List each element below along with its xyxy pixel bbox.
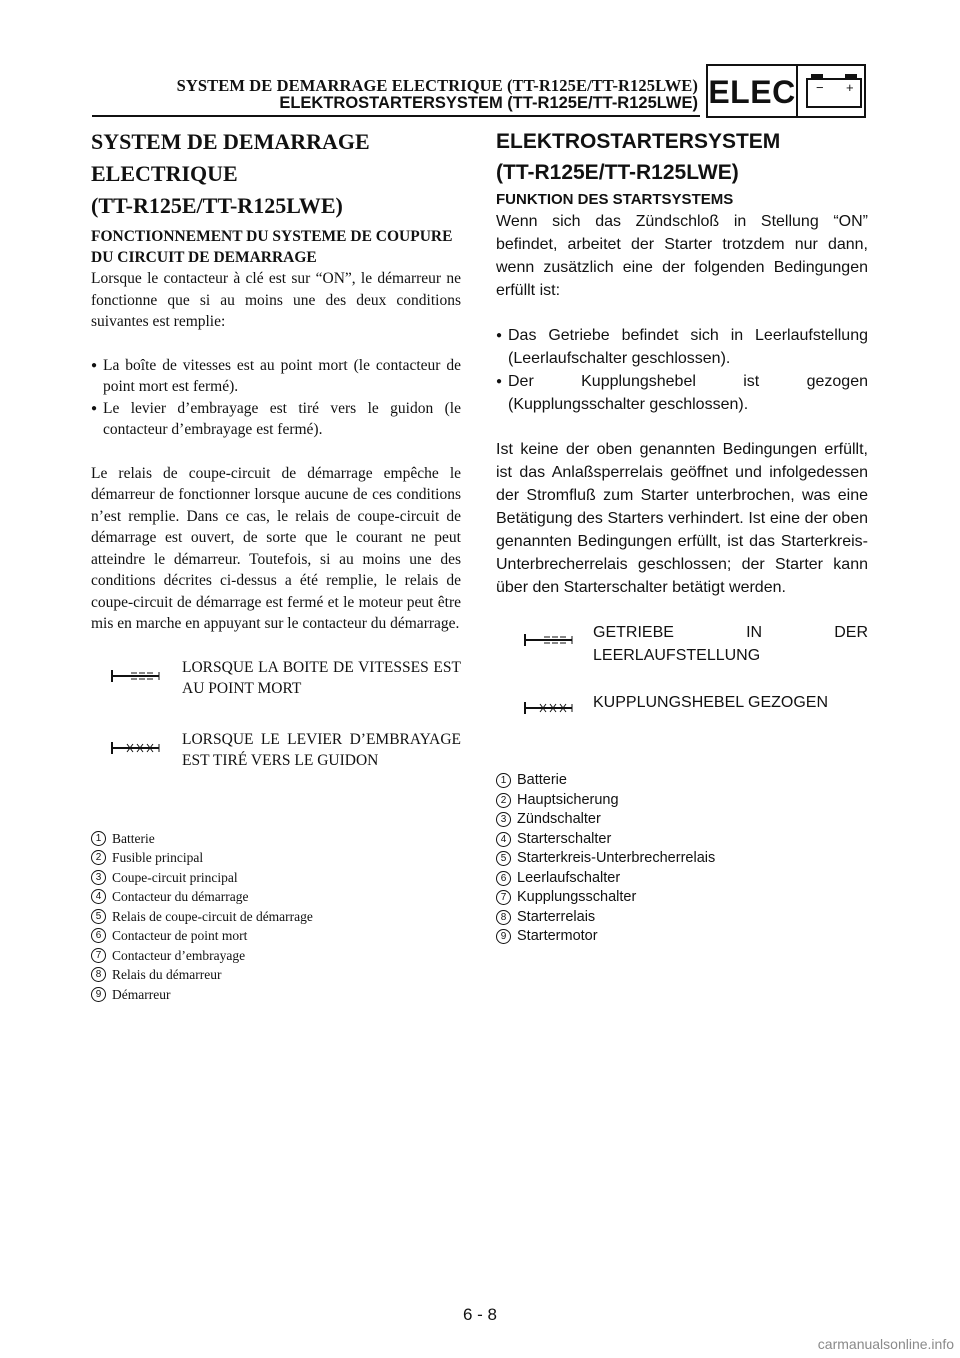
part-number: 1 xyxy=(91,831,106,846)
part-number: 2 xyxy=(496,793,511,808)
bullet-dot: ● xyxy=(91,359,98,371)
elec-label: ELEC xyxy=(708,74,796,110)
part-number: 2 xyxy=(91,850,106,865)
de-legend-clutch: KUPPLUNGSHEBEL GEZOGEN xyxy=(593,694,829,711)
list-item xyxy=(496,771,868,791)
de-body-text: Ist keine der oben genannten Bedingungen erfüllt, ist das Anlaßsperrelais geöffnet und infolgedessen der Stromfluß zum Starter unterbrochen, was eine Betätigung des Starters verhindert. Ist eine der oben genannten Bedingungen erfüllt, ist das Starterkreis-Unterbrecherrelais geschlossen; der Starter kann über den Starterschalter betätigt werden. xyxy=(496,441,868,596)
list-item xyxy=(496,810,868,830)
bullet-dot: ● xyxy=(496,376,503,387)
part-number: 6 xyxy=(91,928,106,943)
watermark-link[interactable]: carmanualsonline.info xyxy=(817,1336,954,1352)
fr-title-line-2: ELECTRIQUE xyxy=(91,161,238,186)
fr-subtitle: FONCTIONNEMENT DU SYSTEME DE COUPURE DU CIRCUIT DE DEMARRAGE xyxy=(91,228,453,266)
part-label: Coupe-circuit principal xyxy=(112,869,238,885)
header-title-fr: SYSTEM DE DEMARRAGE ELECTRIQUE (TT-R125E/TT-R125LWE) xyxy=(176,76,698,95)
part-label: Zündschalter xyxy=(517,811,601,827)
list-item xyxy=(91,946,461,966)
part-number: 6 xyxy=(496,871,511,886)
part-number: 9 xyxy=(91,987,106,1002)
list-item xyxy=(496,908,868,928)
fr-legend-clutch: LORSQUE LE LEVIER D’EMBRAYAGE EST TIRÉ VERS LE GUIDON xyxy=(182,730,461,769)
fr-title-line-1: SYSTEM DE DEMARRAGE xyxy=(91,129,370,154)
clutch-path-arrow-icon xyxy=(524,701,574,715)
part-label: Leerlaufschalter xyxy=(517,869,621,886)
de-intro: Wenn sich das Zündschloß in Stellung “ON” befindet, arbeitet der Starter trotzdem nur dann, wenn zusätzlich eine der folgenden Bedingungen erfüllt ist: xyxy=(496,213,868,299)
list-item xyxy=(91,926,461,946)
part-number: 9 xyxy=(496,929,511,944)
header-title-de: ELEKTROSTARTERSYSTEM (TT-R125E/TT-R125LWE) xyxy=(279,94,698,112)
german-column xyxy=(496,126,868,947)
part-label: Contacteur du démarrage xyxy=(112,889,249,904)
fr-bullet-text: La boîte de vitesses est au point mort (le contacteur de point mort est fermé). xyxy=(103,356,461,395)
fr-bullet-text: Le levier d’embrayage est tiré vers le guidon (le contacteur d’embrayage est fermé). xyxy=(103,399,461,438)
list-item xyxy=(91,985,461,1005)
list-item xyxy=(91,907,461,927)
de-bullet-text: Der Kupplungshebel ist gezogen (Kupplungsschalter geschlossen). xyxy=(508,373,868,413)
battery-icon xyxy=(803,74,863,110)
de-title-line-2: (TT-R125E/TT-R125LWE) xyxy=(496,161,739,184)
fr-intro: Lorsque le contacteur à clé est sur “ON”, le démarreur ne fonctionne que si au moins une des deux conditions suivantes est remplie: xyxy=(91,270,461,330)
de-title-line-1: ELEKTROSTARTERSYSTEM xyxy=(496,130,781,153)
part-label: Fusible principal xyxy=(112,850,204,865)
part-number: 4 xyxy=(91,889,106,904)
de-bullet xyxy=(496,324,868,370)
list-item xyxy=(91,868,461,888)
part-number: 7 xyxy=(91,948,106,963)
page-number: 6 - 8 xyxy=(462,1305,498,1324)
fr-bullet xyxy=(91,355,461,398)
part-number: 8 xyxy=(496,910,511,925)
part-number: 7 xyxy=(496,890,511,905)
part-label: Relais de coupe-circuit de démarrage xyxy=(112,908,313,924)
part-label: Startermotor xyxy=(517,928,598,944)
battery-plus-label: + xyxy=(846,80,854,95)
list-item xyxy=(496,791,868,811)
part-label: Contacteur de point mort xyxy=(112,928,248,943)
part-label: Relais du démarreur xyxy=(112,967,222,982)
de-parts-list xyxy=(496,771,868,947)
part-label: Batterie xyxy=(112,830,155,846)
battery-minus-label: − xyxy=(816,80,824,95)
part-label: Starterrelais xyxy=(517,908,596,925)
part-label: Hauptsicherung xyxy=(517,791,619,808)
bullet-dot: ● xyxy=(91,402,98,414)
part-label: Kupplungsschalter xyxy=(517,889,637,905)
fr-body-text: Le relais de coupe-circuit de démarrage empêche le démarreur de fonctionner lorsque aucune de ces conditions n’est remplie. Dans ce cas, le relais de coupe-circuit de démarrage est ouvert, de sorte que le courant ne peut atteindre le démarreur. Toutefois, si au moins une des conditions décrites ci-dessus a été remplie, le relais de coupe-circuit de démarrage est fermé et le moteur peut être mis en marche en appuyant sur le contacteur du démarrage. xyxy=(91,464,461,632)
list-item xyxy=(496,849,868,869)
list-item xyxy=(91,887,461,907)
part-label: Contacteur d’embrayage xyxy=(112,947,246,963)
bullet-dot: ● xyxy=(496,330,503,341)
clutch-path-arrow-icon xyxy=(111,741,161,755)
fr-parts-list xyxy=(91,829,461,1005)
header-rule xyxy=(92,115,700,117)
list-item xyxy=(91,829,461,849)
part-number: 3 xyxy=(496,812,511,827)
neutral-path-arrow-icon xyxy=(111,669,161,683)
list-item xyxy=(496,869,868,889)
de-subtitle: FUNKTION DES STARTSYSTEMS xyxy=(496,191,734,208)
list-item xyxy=(496,927,868,947)
part-number: 5 xyxy=(91,909,106,924)
elec-section-badge xyxy=(706,64,866,118)
badge-divider xyxy=(796,66,798,116)
french-column xyxy=(91,126,461,1004)
neutral-path-arrow-icon xyxy=(524,633,574,647)
part-number: 8 xyxy=(91,967,106,982)
fr-bullet xyxy=(91,398,461,441)
fr-title-line-3: (TT-R125E/TT-R125LWE) xyxy=(91,193,343,218)
part-label: Batterie xyxy=(517,772,567,788)
part-label: Démarreur xyxy=(112,986,171,1002)
fr-legend xyxy=(91,657,461,827)
fr-legend-neutral: LORSQUE LA BOITE DE VITESSES EST AU POINT MORT xyxy=(182,658,461,697)
part-label: Starterkreis-Unterbrecherrelais xyxy=(517,850,716,866)
list-item xyxy=(496,830,868,850)
list-item xyxy=(91,848,461,868)
part-number: 5 xyxy=(496,851,511,866)
de-legend-neutral: GETRIEBE IN DER LEERLAUFSTELLUNG xyxy=(593,624,868,664)
de-bullet xyxy=(496,370,868,416)
part-number: 4 xyxy=(496,832,511,847)
de-legend xyxy=(496,621,868,771)
part-number: 1 xyxy=(496,773,511,788)
de-bullet-text: Das Getriebe befindet sich in Leerlaufstellung (Leerlaufschalter geschlossen). xyxy=(508,327,868,367)
list-item xyxy=(496,888,868,908)
part-label: Starterschalter xyxy=(517,830,612,847)
part-number: 3 xyxy=(91,870,106,885)
list-item xyxy=(91,965,461,985)
